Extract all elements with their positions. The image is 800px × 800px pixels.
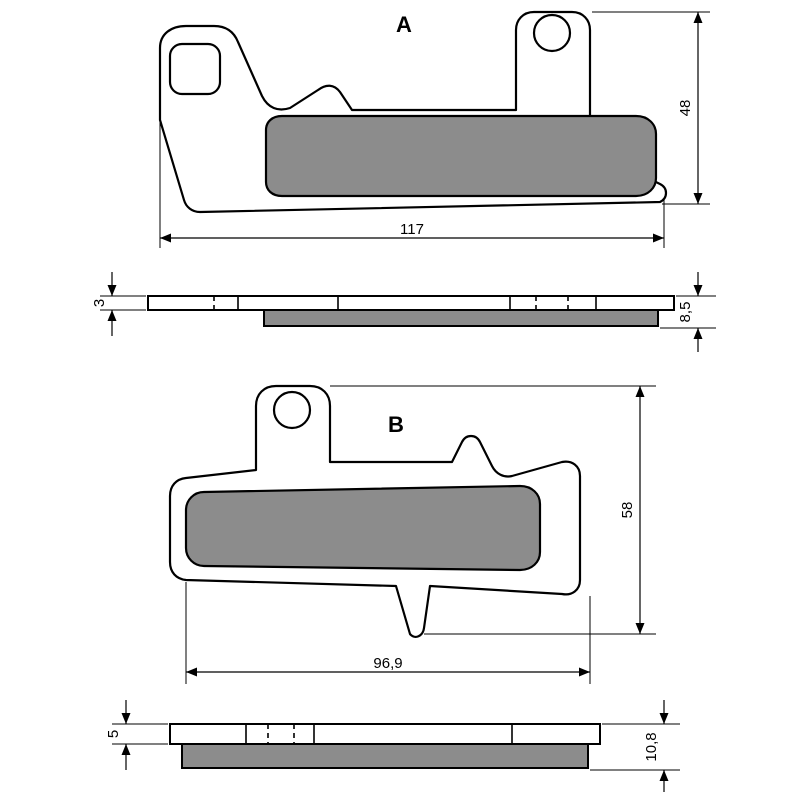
pad-b-face-view (170, 386, 580, 637)
pad-b-width-dimension (186, 582, 592, 684)
pad-a-backplate-thickness-value: 3 (91, 298, 108, 308)
pad-b-backplate-thickness-dimension (105, 700, 168, 770)
pad-b-side-view (170, 724, 600, 768)
pad-b-total-thickness-value: 10,8 (643, 732, 660, 762)
pad-b-width-value: 96,9 (373, 655, 403, 672)
pad-b-backplate-thickness-value: 5 (105, 729, 122, 739)
pad-a-mounting-hole-square (170, 44, 220, 94)
pad-b-mounting-hole-round (274, 392, 310, 428)
pad-b-height-value: 58 (619, 501, 636, 519)
pad-a-friction-material (266, 116, 656, 196)
pad-b-friction-material (186, 486, 540, 570)
pad-a-face-view (160, 12, 666, 212)
pad-b-total-thickness-dimension (590, 700, 680, 792)
pad-a-total-thickness-value: 8,5 (677, 301, 694, 323)
pad-b-label: B (388, 412, 404, 437)
pad-b-side-friction (182, 744, 588, 768)
pad-a-total-thickness-dimension (660, 272, 716, 352)
pad-b-side-backplate (170, 724, 600, 744)
pad-a-backplate-thickness-dimension (91, 272, 146, 336)
pad-a-side-view (148, 296, 674, 326)
pad-a-mounting-hole-round (534, 15, 570, 51)
pad-a-side-friction (264, 310, 658, 326)
pad-a-width-value: 117 (400, 221, 424, 238)
pad-a-label: A (396, 12, 412, 37)
pad-a-height-value: 48 (677, 99, 694, 117)
pad-a-side-backplate (148, 296, 674, 310)
